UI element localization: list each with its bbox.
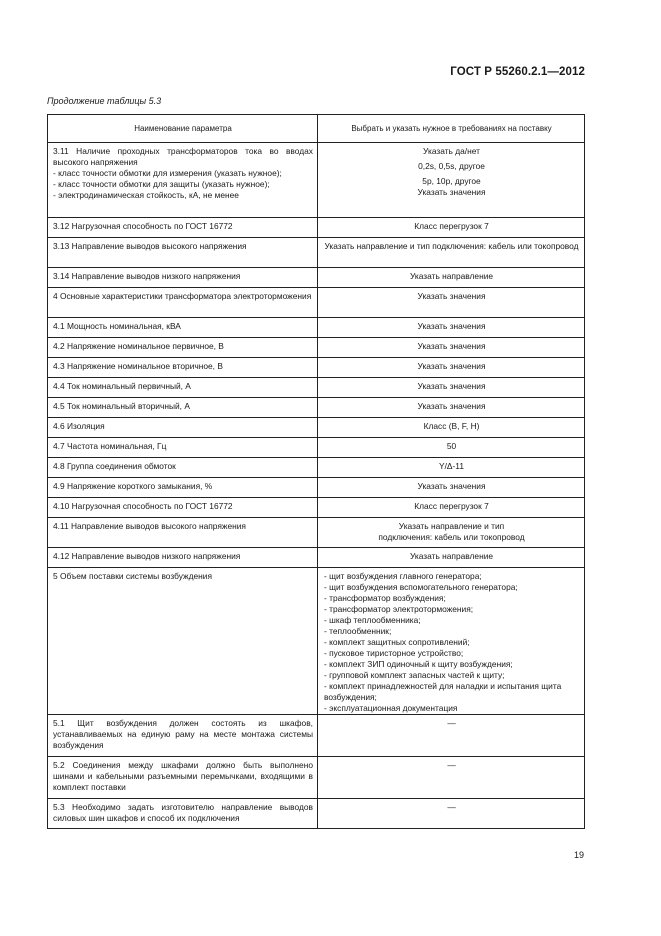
table-row bbox=[48, 438, 585, 458]
parameter-cell bbox=[48, 288, 318, 318]
parameter-text: 4.11 Направление выводов высокого напряжения bbox=[53, 521, 246, 531]
table-row bbox=[48, 358, 585, 378]
parameter-text: 4.1 Мощность номинальная, кВА bbox=[53, 321, 181, 331]
requirement-text: Указать значения bbox=[417, 187, 486, 197]
parameter-cell bbox=[48, 478, 318, 498]
requirement-text: - теплообменник; bbox=[324, 626, 392, 636]
requirement-text: — bbox=[447, 718, 456, 728]
parameter-cell bbox=[48, 498, 318, 518]
parameter-text: 3.13 Направление выводов высокого напряжения bbox=[53, 241, 247, 251]
table-body bbox=[48, 143, 585, 829]
parameter-text: 4 Основные характеристики трансформатора электроторможения bbox=[53, 291, 312, 301]
table-row bbox=[48, 288, 585, 318]
parameter-text: 5.3 Необходимо задать изготовителю направление выводов силовых шин шкафов и способ их подключения bbox=[53, 802, 313, 823]
requirement-text: Класс (В, F, Н) bbox=[423, 421, 480, 431]
parameter-cell bbox=[48, 548, 318, 568]
requirement-text: Указать значения bbox=[417, 321, 486, 331]
requirement-cell bbox=[318, 268, 585, 288]
requirement-text: Класс перегрузок 7 bbox=[414, 501, 489, 511]
table-row bbox=[48, 548, 585, 568]
table-row bbox=[48, 518, 585, 548]
requirement-text: Указать значения bbox=[417, 481, 486, 491]
table-row bbox=[48, 799, 585, 829]
table-row bbox=[48, 478, 585, 498]
parameter-cell bbox=[48, 358, 318, 378]
requirement-text: - трансформатор электроторможения; bbox=[324, 604, 474, 614]
requirement-cell bbox=[318, 518, 585, 548]
requirement-text: - шкаф теплообменника; bbox=[324, 615, 421, 625]
requirement-text: Указать значения bbox=[417, 291, 486, 301]
requirement-cell bbox=[318, 715, 585, 757]
parameter-cell bbox=[48, 238, 318, 268]
table-row bbox=[48, 218, 585, 238]
standard-code: ГОСТ Р 55260.2.1—2012 bbox=[450, 66, 585, 78]
requirement-cell bbox=[318, 338, 585, 358]
header-requirement: Выбрать и указать нужное в требованиях на поставку bbox=[318, 115, 585, 143]
parameter-cell bbox=[48, 268, 318, 288]
requirement-text: Указать направление bbox=[409, 271, 494, 281]
requirement-text: - комплект принадлежностей для наладки и испытания щита возбуждения; bbox=[324, 681, 562, 702]
table-row bbox=[48, 418, 585, 438]
requirement-text: — bbox=[447, 760, 456, 770]
requirement-cell bbox=[318, 398, 585, 418]
table-row bbox=[48, 568, 585, 715]
requirement-text: — bbox=[447, 802, 456, 812]
parameter-text: 5 Объем поставки системы возбуждения bbox=[53, 571, 212, 581]
requirement-text: Указать направление и тип подключения: кабель или токопровод bbox=[324, 241, 579, 251]
requirement-cell bbox=[318, 238, 585, 268]
requirement-text: - щит возбуждения вспомогательного генератора; bbox=[324, 582, 518, 592]
requirement-cell bbox=[318, 378, 585, 398]
parameter-cell bbox=[48, 338, 318, 358]
requirement-text: - трансформатор возбуждения; bbox=[324, 593, 446, 603]
requirement-cell bbox=[318, 568, 585, 715]
parameter-cell bbox=[48, 418, 318, 438]
requirement-cell bbox=[318, 757, 585, 799]
requirement-text: - щит возбуждения главного генератора; bbox=[324, 571, 482, 581]
parameter-text: 4.12 Направление выводов низкого напряжения bbox=[53, 551, 241, 561]
parameter-text: 4.6 Изоляция bbox=[53, 421, 105, 431]
parameter-text: 4.5 Ток номинальный вторичный, А bbox=[53, 401, 190, 411]
parameter-cell bbox=[48, 378, 318, 398]
requirement-cell bbox=[318, 418, 585, 438]
table-header-row bbox=[48, 115, 585, 143]
requirement-cell bbox=[318, 143, 585, 218]
parameter-cell bbox=[48, 458, 318, 478]
requirement-cell bbox=[318, 288, 585, 318]
requirement-text: - комплект ЗИП одиночный к щиту возбуждения; bbox=[324, 659, 513, 669]
parameter-text: 4.9 Напряжение короткого замыкания, % bbox=[53, 481, 213, 491]
requirement-text: 50 bbox=[446, 441, 457, 451]
requirement-text: Указать да/нет bbox=[423, 146, 480, 156]
requirement-cell bbox=[318, 548, 585, 568]
parameter-text: - электродинамическая стойкость, кА, не менее bbox=[53, 190, 239, 200]
table-row bbox=[48, 338, 585, 358]
parameter-cell bbox=[48, 398, 318, 418]
requirement-text: 5р, 10р, другое bbox=[422, 176, 481, 186]
requirement-text: Указать значения bbox=[417, 401, 486, 411]
table-row bbox=[48, 378, 585, 398]
table-row bbox=[48, 238, 585, 268]
requirement-text: Указать значения bbox=[417, 381, 486, 391]
requirement-cell bbox=[318, 438, 585, 458]
parameter-text: 4.10 Нагрузочная способность по ГОСТ 16772 bbox=[53, 501, 233, 511]
requirement-text: Указать значения bbox=[417, 361, 486, 371]
parameter-text: 5.2 Соединения между шкафами должно быть выполнено шинами и кабельными разъемными перемычками, входящими в комплект поставки bbox=[53, 760, 313, 792]
parameter-cell bbox=[48, 143, 318, 218]
parameter-cell bbox=[48, 318, 318, 338]
table-row bbox=[48, 143, 585, 218]
parameter-text: 4.8 Группа соединения обмоток bbox=[53, 461, 176, 471]
table-caption: Продолжение таблицы 5.3 bbox=[47, 96, 162, 106]
parameter-cell bbox=[48, 438, 318, 458]
requirement-text: - групповой комплект запасных частей к щиту; bbox=[324, 670, 505, 680]
requirement-cell bbox=[318, 478, 585, 498]
parameter-cell bbox=[48, 715, 318, 757]
parameter-text: 4.7 Частота номинальная, Гц bbox=[53, 441, 167, 451]
parameter-cell bbox=[48, 799, 318, 829]
requirement-text: - комплект защитных сопротивлений; bbox=[324, 637, 470, 647]
requirement-text: Указать направление и тип bbox=[398, 521, 505, 531]
parameter-text: 3.14 Направление выводов низкого напряжения bbox=[53, 271, 241, 281]
table-row bbox=[48, 318, 585, 338]
requirement-text: - пусковое тиристорное устройство; bbox=[324, 648, 464, 658]
requirement-cell bbox=[318, 318, 585, 338]
requirement-text: подключения: кабель или токопровод bbox=[378, 532, 525, 542]
requirement-text: Класс перегрузок 7 bbox=[414, 221, 489, 231]
requirement-text: Указать значения bbox=[417, 341, 486, 351]
requirement-cell bbox=[318, 218, 585, 238]
requirement-cell bbox=[318, 799, 585, 829]
requirement-cell bbox=[318, 498, 585, 518]
parameter-text: - класс точности обмотки для измерения (указать нужное); bbox=[53, 168, 282, 178]
parameter-text: 3.11 Наличие проходных трансформаторов тока во вводах высокого напряжения bbox=[53, 146, 313, 167]
requirement-text: - эксплуатационная документация bbox=[324, 703, 458, 713]
table-row bbox=[48, 398, 585, 418]
requirement-cell bbox=[318, 358, 585, 378]
parameter-cell bbox=[48, 518, 318, 548]
parameter-cell bbox=[48, 757, 318, 799]
parameter-text: 4.4 Ток номинальный первичный, А bbox=[53, 381, 191, 391]
parameter-text: - класс точности обмотки для защиты (указать нужное); bbox=[53, 179, 270, 189]
parameter-text: 5.1 Щит возбуждения должен состоять из шкафов, устанавливаемых на единую раму на месте монтажа системы возбуждения bbox=[53, 718, 313, 750]
parameter-text: 4.3 Напряжение номинальное вторичное, В bbox=[53, 361, 223, 371]
header-parameter-name: Наименование параметра bbox=[48, 115, 318, 143]
table-row bbox=[48, 757, 585, 799]
parameter-text: 4.2 Напряжение номинальное первичное, В bbox=[53, 341, 224, 351]
requirement-text: Указать направление bbox=[409, 551, 494, 561]
table-row bbox=[48, 458, 585, 478]
table-row bbox=[48, 498, 585, 518]
parameter-text: 3.12 Нагрузочная способность по ГОСТ 16772 bbox=[53, 221, 233, 231]
parameter-cell bbox=[48, 218, 318, 238]
table-row bbox=[48, 715, 585, 757]
page-number: 19 bbox=[573, 850, 584, 860]
requirement-cell bbox=[318, 458, 585, 478]
requirement-text: Y/Δ-11 bbox=[439, 461, 464, 471]
specification-table bbox=[47, 114, 585, 829]
table-row bbox=[48, 268, 585, 288]
parameter-cell bbox=[48, 568, 318, 715]
requirement-text: 0,2s, 0,5s, другое bbox=[418, 161, 485, 171]
